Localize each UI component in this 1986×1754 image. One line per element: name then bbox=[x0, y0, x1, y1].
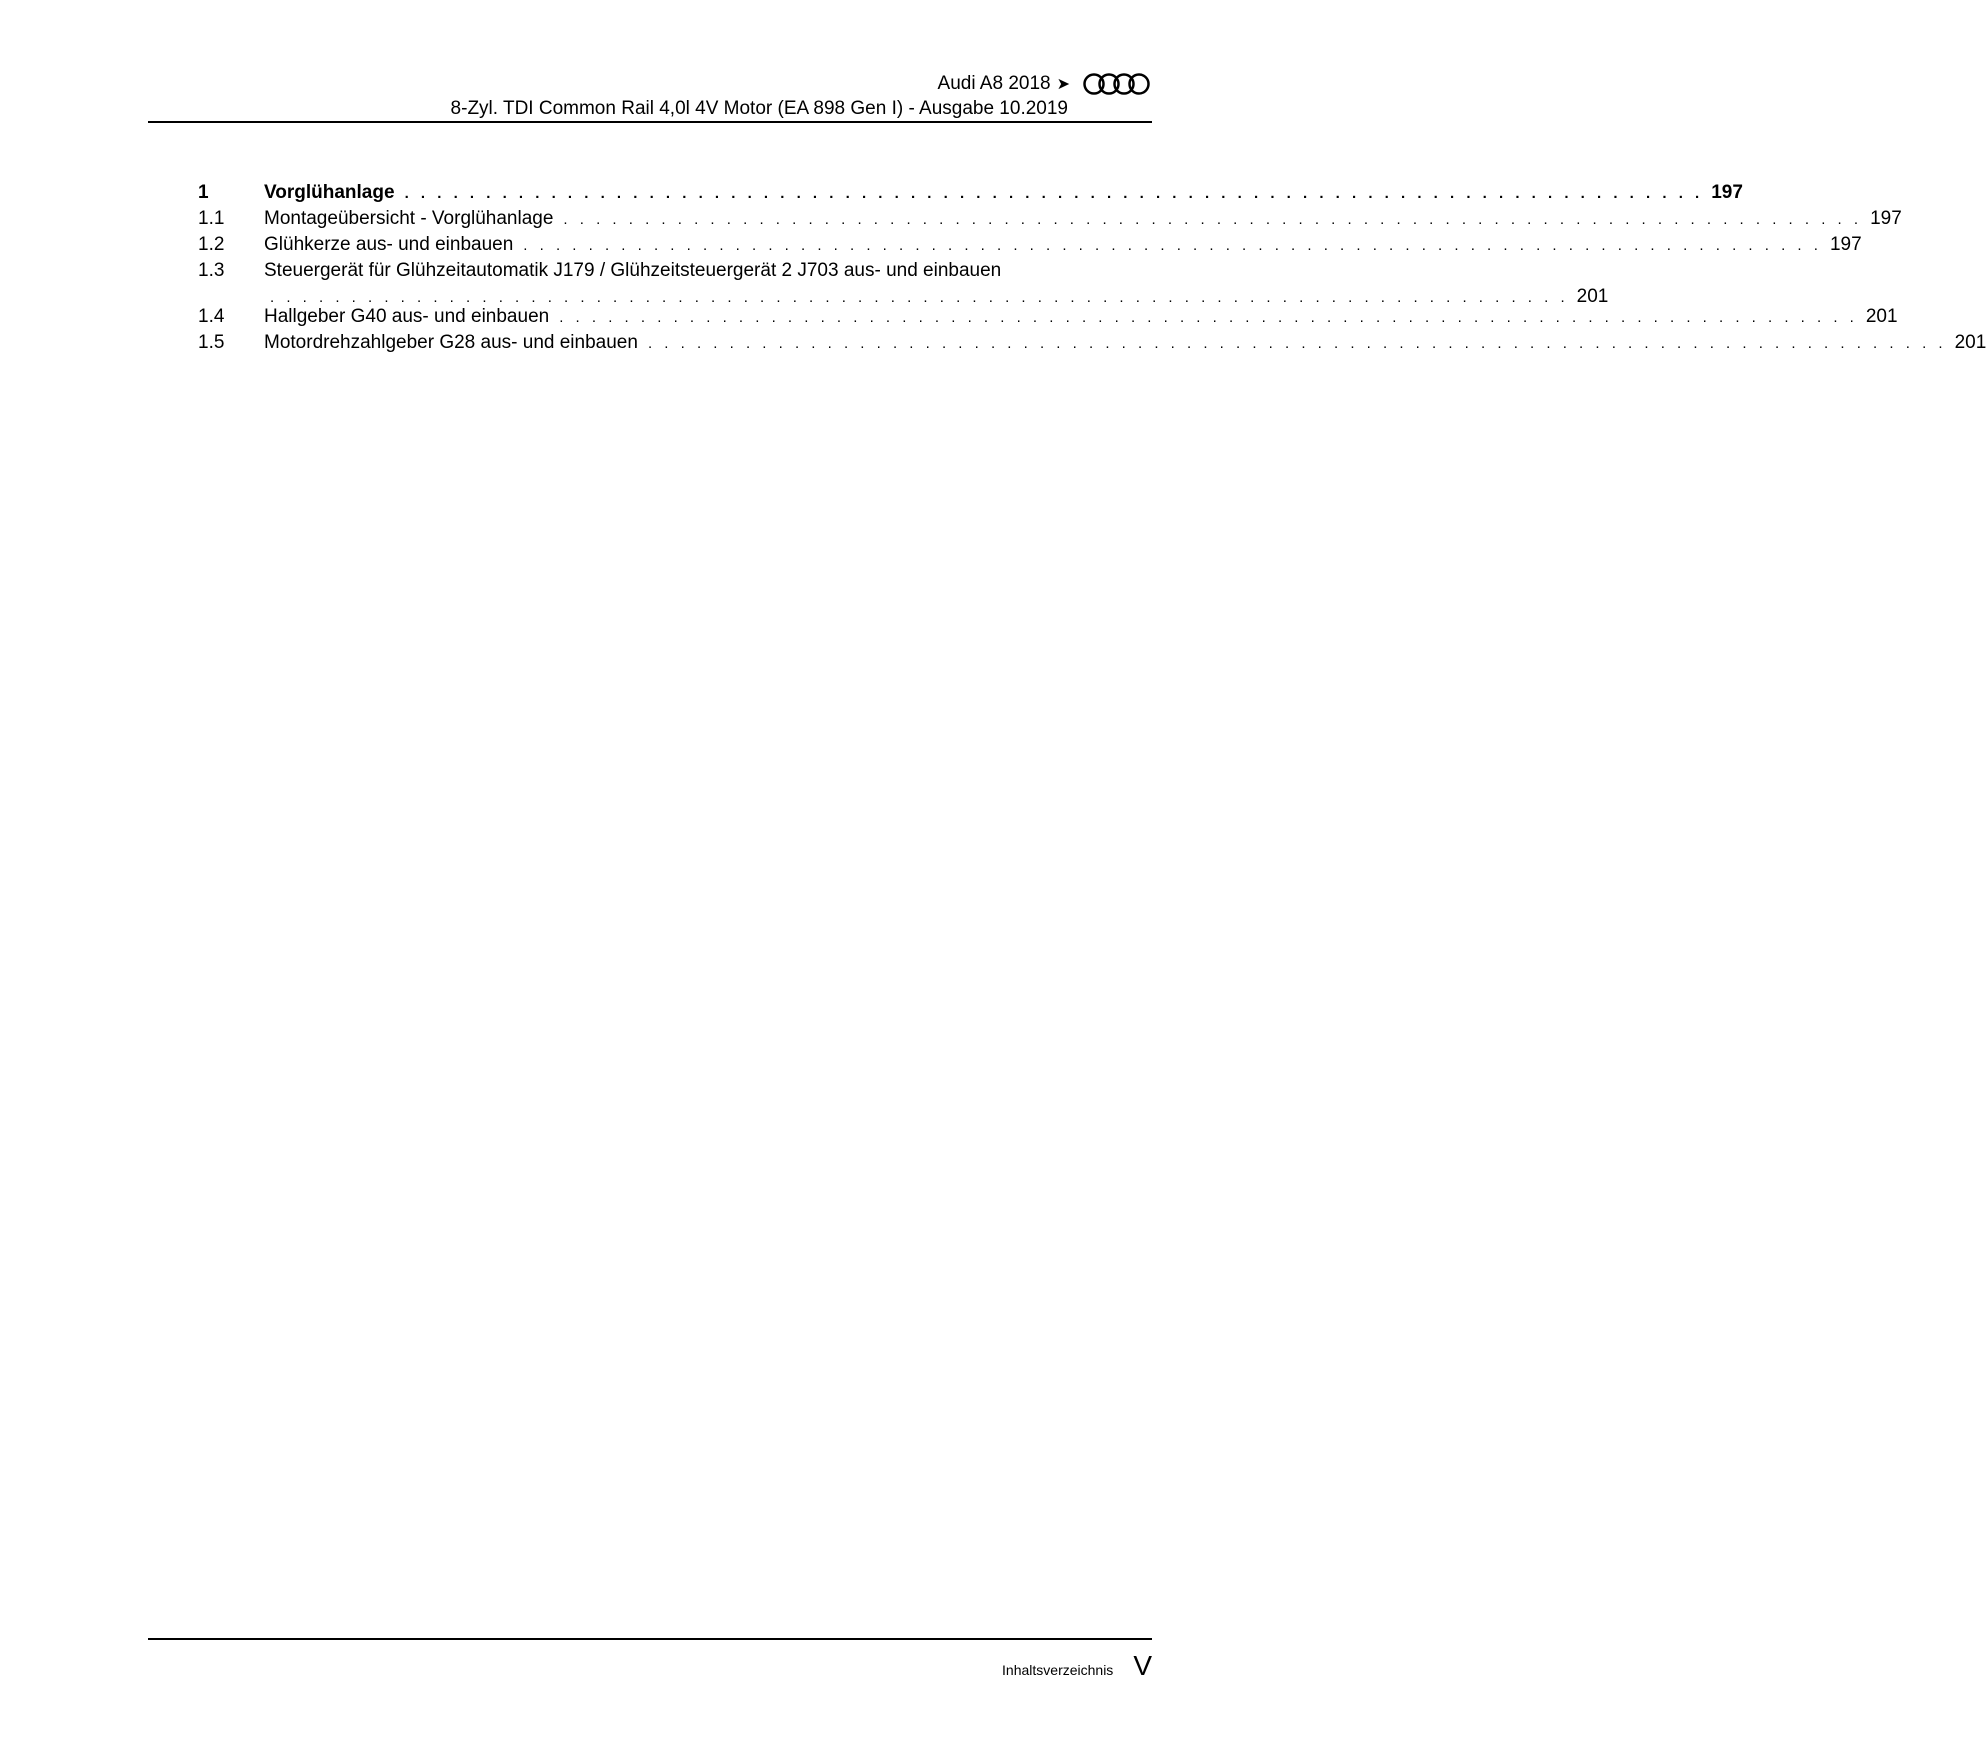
toc-entry[interactable] bbox=[198, 232, 1862, 258]
toc-entry-page: 201 bbox=[1865, 306, 1898, 327]
toc-entry-number: 1.4 bbox=[198, 306, 225, 327]
page-footer bbox=[1002, 1650, 1152, 1682]
toc-entry-page: 201 bbox=[1954, 332, 1986, 353]
toc-entry-title: Montageübersicht - Vorglühanlage bbox=[264, 208, 554, 229]
toc-entry-page: 197 bbox=[1711, 182, 1743, 203]
footer-page-number: V bbox=[1133, 1650, 1152, 1681]
toc-entry-title: Steuergerät für Glühzeitautomatik J179 / Glühzeitsteuergerät 2 J703 aus- und einbauen bbox=[264, 260, 1002, 281]
toc-entry-title: Vorglühanlage bbox=[264, 182, 395, 203]
arrow-right-icon: ➤ bbox=[1056, 76, 1070, 93]
footer-divider bbox=[148, 1638, 1152, 1640]
toc-entry-page: 201 bbox=[1576, 286, 1609, 307]
toc-entry[interactable] bbox=[198, 330, 1986, 356]
toc-entry-page: 197 bbox=[1829, 234, 1862, 255]
toc-entry[interactable] bbox=[198, 206, 1902, 232]
header-divider bbox=[148, 121, 1152, 123]
toc-entry-number: 1.1 bbox=[198, 208, 225, 229]
toc-leader-dots: . . . . . . . . . . . . . . . . . . . . . . . . . . . . . . . . . . . . . . . . . . . . . . . . . . . . . . . . . . . . . . . . . . . . . . . . . . . . . . . . bbox=[559, 309, 1858, 326]
toc-leader-dots: . . . . . . . . . . . . . . . . . . . . . . . . . . . . . . . . . . . . . . . . . . . . . . . . . . . . . . . . . . . . . . . . . . . . . . . . . . . . . . . . bbox=[647, 335, 1947, 352]
toc-leader-dots: . . . . . . . . . . . . . . . . . . . . . . . . . . . . . . . . . . . . . . . . . . . . . . . . . . . . . . . . . . . . . . . . . . . . . . . . . . . . . . . . bbox=[404, 185, 1704, 202]
toc-entry-title: Hallgeber G40 aus- und einbauen bbox=[264, 306, 550, 327]
toc-leader-dots: . . . . . . . . . . . . . . . . . . . . . . . . . . . . . . . . . . . . . . . . . . . . . . . . . . . . . . . . . . . . . . . . . . . . . . . . . . . . . . . . bbox=[563, 211, 1863, 228]
toc-entry-title: Motordrehzahlgeber G28 aus- und einbauen bbox=[264, 332, 638, 353]
toc-entry-title: Glühkerze aus- und einbauen bbox=[264, 234, 514, 255]
header-model-line bbox=[938, 72, 1152, 96]
footer-section-name: Inhaltsverzeichnis bbox=[1002, 1662, 1114, 1678]
toc-entry-number: 1.3 bbox=[198, 260, 225, 281]
toc-entry-number: 1 bbox=[198, 182, 209, 203]
header-model: Audi A8 2018 bbox=[937, 73, 1051, 94]
toc-entry-chapter[interactable] bbox=[198, 180, 1743, 206]
page-header bbox=[148, 70, 1152, 122]
toc-entry-page: 197 bbox=[1870, 208, 1902, 229]
toc-entry[interactable] bbox=[198, 304, 1898, 330]
audi-rings-logo-icon bbox=[1082, 72, 1152, 96]
toc-entry-number: 1.5 bbox=[198, 332, 225, 353]
toc-entry-number: 1.2 bbox=[198, 234, 225, 255]
toc-entry[interactable] bbox=[198, 258, 1609, 307]
table-of-contents bbox=[198, 180, 1986, 356]
toc-leader-dots: . . . . . . . . . . . . . . . . . . . . . . . . . . . . . . . . . . . . . . . . . . . . . . . . . . . . . . . . . . . . . . . . . . . . . . . . . . . . . . . . bbox=[270, 289, 1569, 306]
toc-leader-dots: . . . . . . . . . . . . . . . . . . . . . . . . . . . . . . . . . . . . . . . . . . . . . . . . . . . . . . . . . . . . . . . . . . . . . . . . . . . . . . . . bbox=[523, 237, 1822, 254]
header-subtitle: 8-Zyl. TDI Common Rail 4,0l 4V Motor (EA 898 Gen I) - Ausgabe 10.2019 bbox=[450, 98, 1068, 119]
